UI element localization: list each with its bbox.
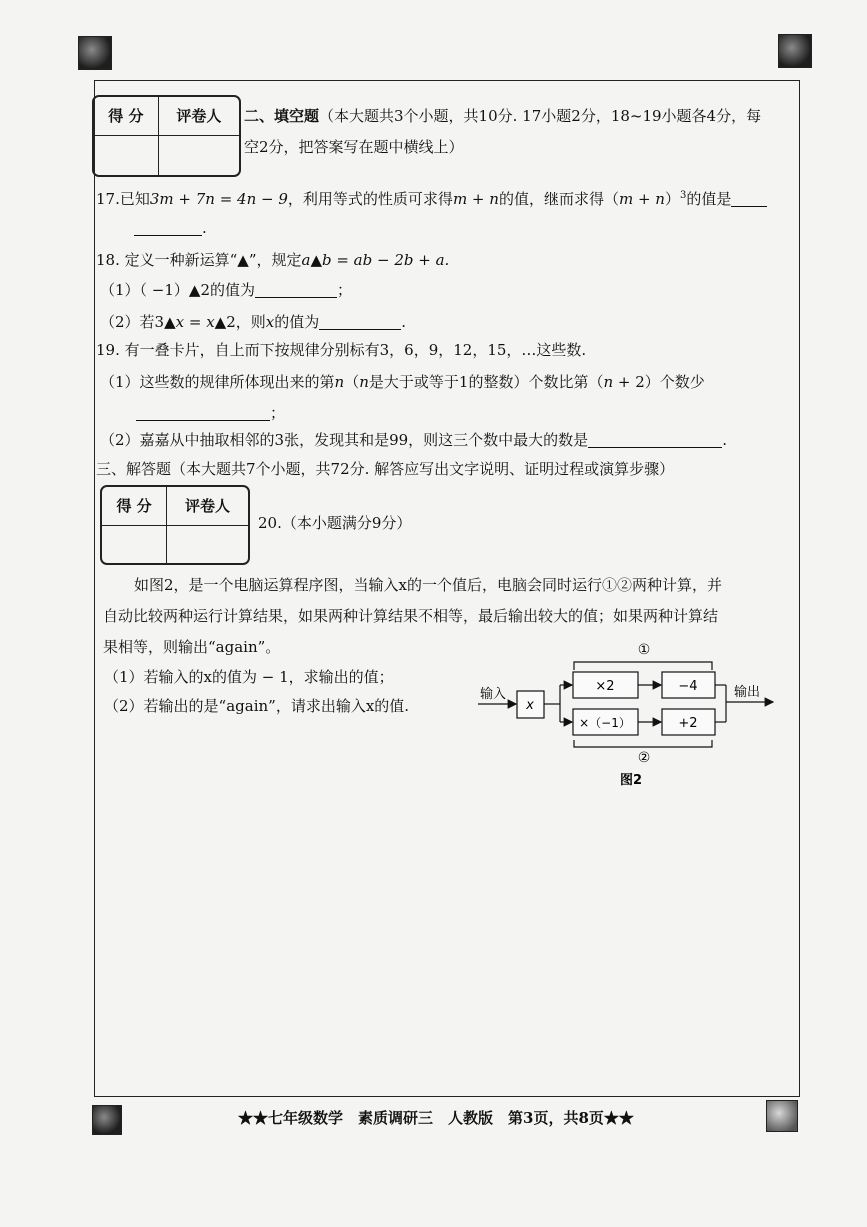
question-18-part1 [100, 280, 352, 300]
score-header: 得 分 [94, 97, 158, 135]
bottom-op1-label: ×（−1） [579, 716, 631, 730]
q17-answer-blank-a[interactable] [731, 190, 767, 207]
q18-part2-d: 的值为 [274, 313, 320, 331]
q17-expr2: m + n [618, 190, 665, 208]
corner-mark-top-left [78, 36, 112, 70]
output-label: 输出 [734, 685, 761, 700]
q17-text-d: ） [664, 190, 680, 208]
question-19: 19. 有一叠卡片，自上而下按规律分别标有3，6，9，12，15，…这些数. [96, 341, 587, 359]
q18-part2-x: x [175, 313, 185, 331]
q17-end: . [202, 219, 207, 237]
q17-expr1: m + n [452, 190, 499, 208]
q18-part1-text: （1）（ −1）▲2的值为 [100, 281, 256, 299]
q19-part1-end: ； [270, 404, 286, 422]
grader-header: 评卷人 [167, 487, 248, 525]
section2-desc-2: 空2分，把答案写在题中横线上） [244, 138, 464, 156]
q18-part1-end: ； [337, 281, 353, 299]
q18-intro: 18. 定义一种新运算“▲”，规定 [96, 251, 302, 269]
section2-desc-1: （本大题共3个小题，共10分. 17小题2分，18~19小题各4分，每 [319, 107, 762, 125]
page-footer: ★★七年级数学 素质调研三 人教版 第3页，共8页★★ [238, 1109, 634, 1127]
q17-text-b: ，利用等式的性质可求得 [287, 190, 453, 208]
q17-equation: 3m + 7n = 4n − 9 [149, 190, 288, 208]
q17-answer-blank-b[interactable] [134, 219, 202, 236]
x-box-label: x [526, 698, 534, 713]
bottom-op2-label: +2 [678, 716, 698, 731]
question-17 [96, 186, 767, 209]
q18-definition: a▲b = ab − 2b + a. [301, 251, 450, 269]
corner-mark-top-right [778, 34, 812, 68]
program-flowchart [468, 640, 788, 790]
q17-text-e: 的值是 [686, 190, 732, 208]
q19-part1-b: （ [344, 373, 360, 391]
q18-part2-c: ▲2，则 [214, 313, 266, 331]
q17-power: 3 [679, 190, 687, 201]
question-17-cont [134, 218, 207, 238]
q18-part2-x2: x [206, 313, 215, 331]
corner-mark-bottom-left [92, 1105, 122, 1135]
score-header: 得 分 [102, 487, 167, 525]
q20-para-line1: 如图2，是一个电脑运算程序图，当输入x的一个值后，电脑会同时运行①②两种计算，并 [134, 576, 723, 594]
question-19-part1-cont [136, 403, 285, 423]
corner-mark-bottom-right [766, 1100, 798, 1132]
grader-header: 评卷人 [158, 97, 239, 135]
q18-part2-a: （2）若3▲ [100, 313, 176, 331]
section3-heading: 三、解答题（本大题共7个小题，共72分. 解答应写出文字说明、证明过程或演算步骤） [96, 460, 675, 478]
grader-cell [167, 525, 248, 563]
grader-cell [158, 135, 239, 175]
q20-title: 20.（本小题满分9分） [258, 514, 412, 532]
q20-part2: （2）若输出的是“again”，请求出输入x的值. [104, 697, 410, 715]
top-op1-label: ×2 [595, 679, 615, 694]
q19-part2-blank[interactable] [588, 431, 722, 448]
section2-heading: 二、填空题 [244, 107, 320, 125]
q17-text-c: 的值，继而求得（ [498, 190, 619, 208]
score-cell [94, 135, 158, 175]
q19-part1-n2: n [359, 373, 369, 391]
branch2-label: ② [637, 750, 651, 766]
figure-caption: 图2 [620, 773, 643, 788]
branch1-label: ① [637, 642, 651, 658]
q18-part1-blank[interactable] [255, 281, 337, 298]
q18-part2-x3: x [265, 313, 275, 331]
question-19-part2 [100, 430, 727, 450]
q17-number: 17. [96, 190, 120, 208]
q20-para-line2: 自动比较两种运行计算结果，如果两种计算结果不相等，最后输出较大的值；如果两种计算结 [103, 607, 719, 625]
q17-text-a: 已知 [119, 190, 150, 208]
q18-part2-blank[interactable] [319, 313, 401, 330]
q19-part1-a: （1）这些数的规律所体现出来的第 [100, 373, 335, 391]
question-19-part1 [100, 372, 705, 392]
branch1-brace [574, 662, 712, 670]
section2-header-line1 [244, 106, 761, 126]
q19-part2-end: . [722, 431, 727, 449]
q18-part2-end: . [401, 313, 407, 331]
question-18-part2 [100, 312, 406, 332]
q20-para-line3: 果相等，则输出“again”。 [103, 638, 281, 656]
q19-part1-n: n [334, 373, 345, 391]
q19-part1-blank[interactable] [136, 404, 270, 421]
q19-part1-d: + 2）个数少 [613, 373, 705, 391]
question-18 [96, 250, 449, 270]
q19-part1-c: 是大于或等于1的整数）个数比第（ [368, 373, 604, 391]
branch2-brace [574, 740, 712, 747]
q19-part1-n3: n [603, 373, 614, 391]
q18-part2-b: = [184, 313, 207, 331]
q19-part2-text: （2）嘉嘉从中抽取相邻的3张，发现其和是99，则这三个数中最大的数是 [100, 431, 589, 449]
score-cell [102, 525, 167, 563]
input-label: 输入 [480, 687, 507, 702]
score-table-section3 [100, 485, 250, 565]
q20-part1: （1）若输入的x的值为 − 1，求输出的值； [104, 668, 394, 686]
score-table-section2 [92, 95, 241, 177]
top-op2-label: −4 [678, 679, 698, 694]
